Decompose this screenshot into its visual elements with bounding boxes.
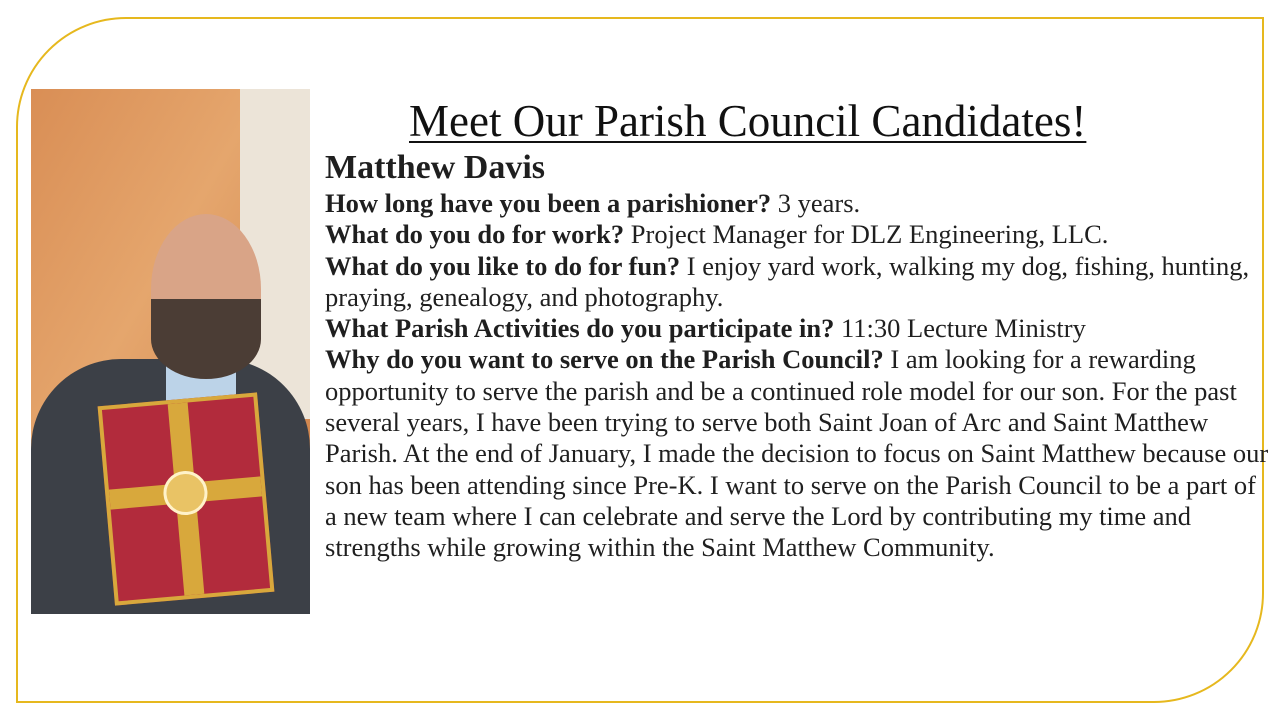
answer-text: 3 years. — [777, 188, 861, 218]
photo-beard — [151, 299, 261, 379]
question-text: What do you do for work? — [325, 219, 625, 250]
question-text: What Parish Activities do you participate in? — [325, 313, 835, 344]
qa-item-work — [325, 219, 1270, 250]
answer-text: I enjoy yard work, walking my dog, fishing, hunting, praying, genealogy, and photography. — [325, 250, 1250, 312]
page-title: Meet Our Parish Council Candidates! — [409, 96, 1087, 146]
candidate-profile — [325, 148, 1270, 564]
answer-text: Project Manager for DLZ Engineering, LLC. — [630, 219, 1109, 250]
answer-text: 11:30 Lecture Ministry — [841, 313, 1086, 344]
candidate-name: Matthew Davis — [325, 149, 546, 186]
question-text: Why do you want to serve on the Parish Council? — [325, 344, 884, 375]
candidate-photo — [31, 89, 310, 614]
qa-item-why-serve — [325, 344, 1270, 563]
qa-item-fun — [325, 251, 1270, 314]
question-text: How long have you been a parishioner? — [325, 188, 772, 218]
qa-item-tenure — [325, 188, 1270, 219]
photo-lectionary-book — [98, 392, 275, 605]
answer-text: I am looking for a rewarding opportunity to serve the parish and be a continued role model for our son. For the past several years, I have been trying to serve both Saint Joan of Arc and Saint Matthew Parish. At the end of January, I made the decision to focus on Saint Matthew because our son has been attending since Pre-K. I want to serve on the Parish Council to be a part of a new team where I can celebrate and serve the Lord by contributing my time and strengths while growing within the Saint Matthew Community. — [325, 344, 1269, 563]
question-text: What do you like to do for fun? — [325, 250, 681, 281]
book-center-medallion — [162, 469, 210, 517]
qa-item-activities — [325, 313, 1270, 344]
